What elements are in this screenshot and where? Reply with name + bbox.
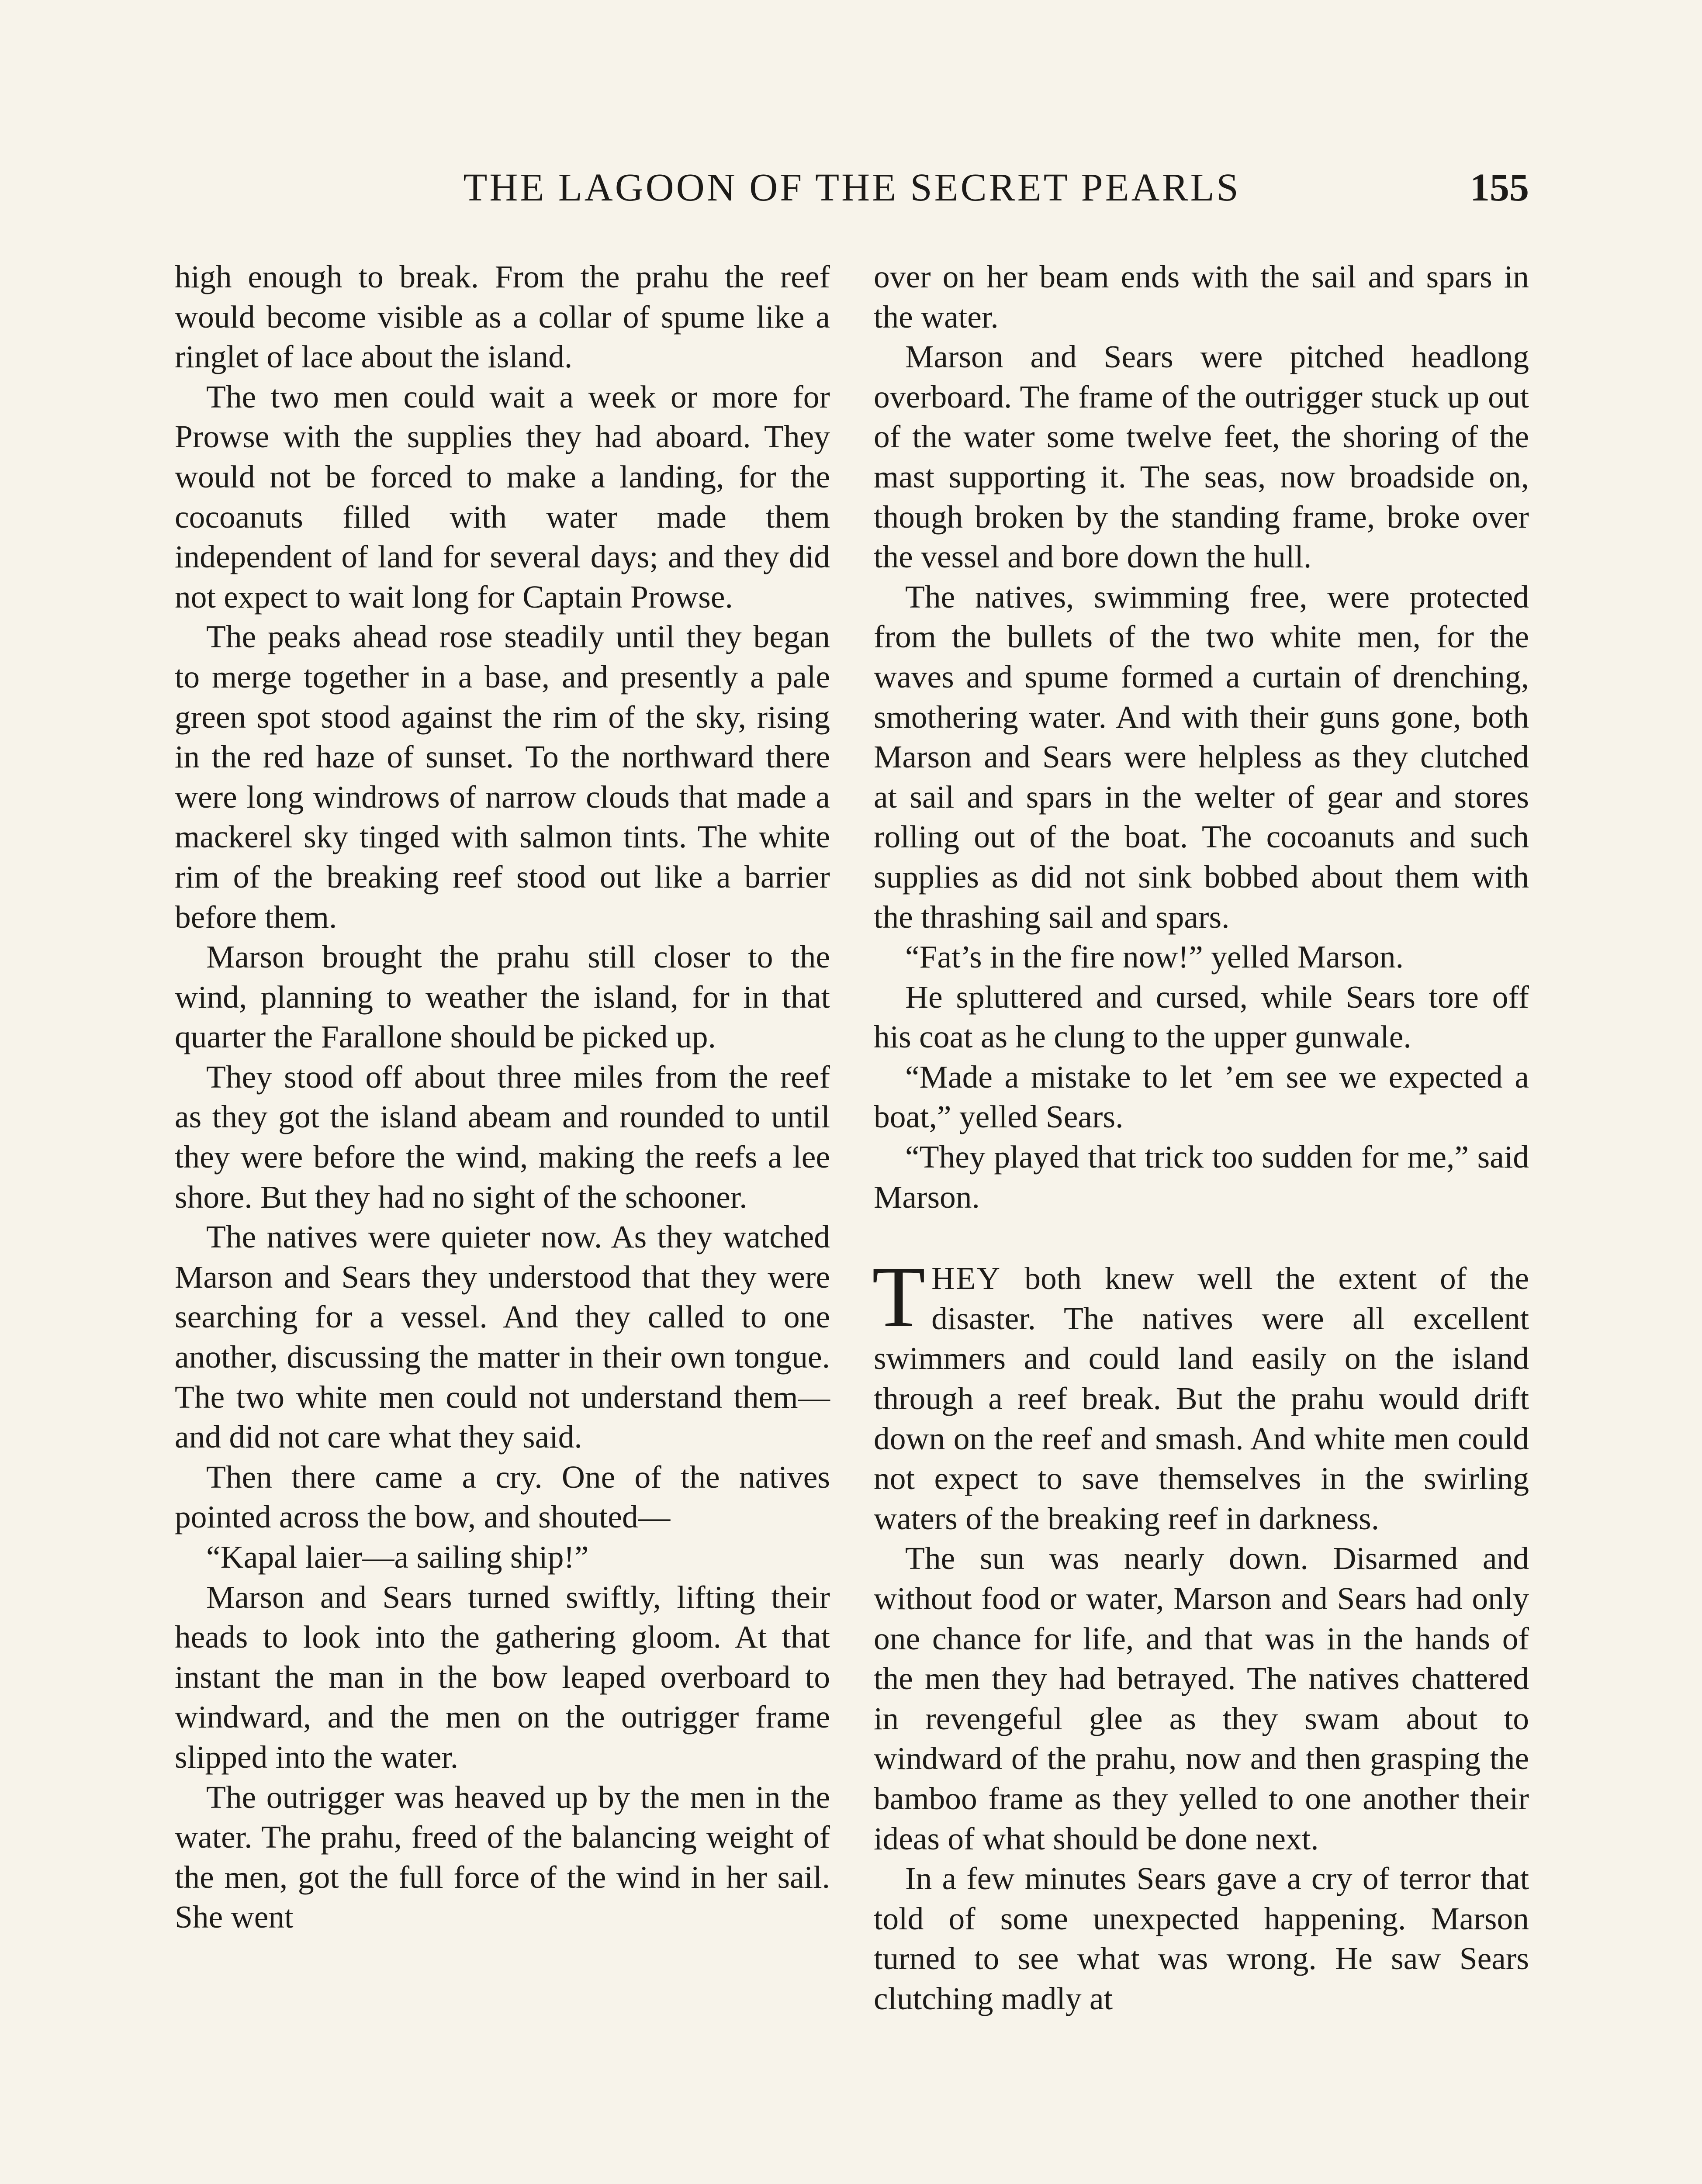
first-word-rest: HEY	[931, 1261, 1002, 1296]
paragraph: The sun was nearly down. Disarmed and without food or water, Marson and Sears had only one chance for life, and that was in the hands of the men they had betrayed. The natives chattered in revengeful glee as they swam about to windward of the prahu, now and then grasping the bamboo frame as they yelled to one another their ideas of what should be done next.	[874, 1541, 1529, 1856]
paragraph: Marson and Sears turned swiftly, lifting their heads to look into the gathering gloom. At that instant the man in the bow leaped overboard to windward, and the men on the outrigger frame slipped into the water.	[175, 1579, 830, 1775]
paragraph: high enough to break. From the prahu the reef would become visible as a collar of spume like a ringlet of lace about the island.	[175, 259, 830, 375]
paragraph: “They played that trick too sudden for me,” said Marson.	[874, 1139, 1529, 1215]
paragraph: “Fat’s in the fire now!” yelled Marson.	[905, 939, 1404, 975]
paragraph: The outrigger was heaved up by the men in the water. The prahu, freed of the balancing weight of the men, got the full force of the wind in her sail. She went	[175, 1779, 830, 1935]
running-head: THE LAGOON OF THE SECRET PEARLS	[463, 166, 1241, 209]
right-column	[874, 257, 1529, 2019]
section-opening-paragraph	[872, 1249, 1529, 1538]
drop-cap: T	[872, 1249, 926, 1346]
paragraph: Then there came a cry. One of the natives pointed across the bow, and shouted—	[175, 1459, 830, 1535]
paragraph: Marson brought the prahu still closer to the wind, planning to weather the island, for in that quarter the Farallone should be picked up.	[175, 939, 830, 1055]
paragraph: “Kapal laier—a sailing ship!”	[206, 1539, 589, 1575]
paragraph: The natives, swimming free, were protected from the bullets of the two white men, for the waves and spume formed a curtain of drenching, smothering water. And with their guns gone, both Marson and Sears were helpless as they clutched at sail and spars in the welter of gear and stores rolling out of the boat. The cocoanuts and such supplies as did not sink bobbed about them with the thrashing sail and spars.	[874, 579, 1529, 935]
paragraph: In a few minutes Sears gave a cry of terror that told of some unexpected happening. Marson turned to see what was wrong. He saw Sears clutching madly at	[874, 1861, 1529, 2016]
paragraph: The peaks ahead rose steadily until they began to merge together in a base, and presently a pale green spot stood against the rim of the sky, rising in the red haze of sunset. To the northward there were long windrows of narrow clouds that made a mackerel sky tinged with salmon tints. The white rim of the breaking reef stood out like a barrier before them.	[175, 619, 830, 935]
left-column	[175, 257, 830, 1937]
paragraph: They stood off about three miles from the reef as they got the island abeam and rounded to until they were before the wind, making the reefs a lee shore. But they had no sight of the schooner.	[175, 1059, 830, 1215]
page-header	[175, 168, 1529, 229]
paragraph-text: both knew well the extent of the disaster. The natives were all excellent swimmers and could land easily on the island through a reef break. But the prahu would drift down on the reef and smash. And white men could not expect to save themselves in the swirling waters of the breaking reef in darkness.	[874, 1261, 1529, 1536]
paragraph: over on her beam ends with the sail and spars in the water.	[874, 259, 1529, 335]
page-number: 155	[1470, 166, 1529, 209]
paragraph: The two men could wait a week or more for Prowse with the supplies they had aboard. They would not be forced to make a landing, for the cocoanuts filled with water made them independent of land for several days; and they did not expect to wait long for Captain Prowse.	[175, 379, 830, 615]
paragraph: He spluttered and cursed, while Sears tore off his coat as he clung to the upper gunwale.	[874, 979, 1529, 1055]
paragraph: Marson and Sears were pitched headlong overboard. The frame of the outrigger stuck up out of the water some twelve feet, the shoring of the mast supporting it. The seas, now broadside on, though broken by the standing frame, broke over the vessel and bore down the hull.	[874, 339, 1529, 575]
paragraph: “Made a mistake to let ’em see we expected a boat,” yelled Sears.	[874, 1059, 1529, 1135]
paragraph: The natives were quieter now. As they watched Marson and Sears they understood that they were searching for a vessel. And they called to one another, discussing the matter in their own tongue. The two white men could not understand them—and did not care what they said.	[175, 1219, 830, 1455]
